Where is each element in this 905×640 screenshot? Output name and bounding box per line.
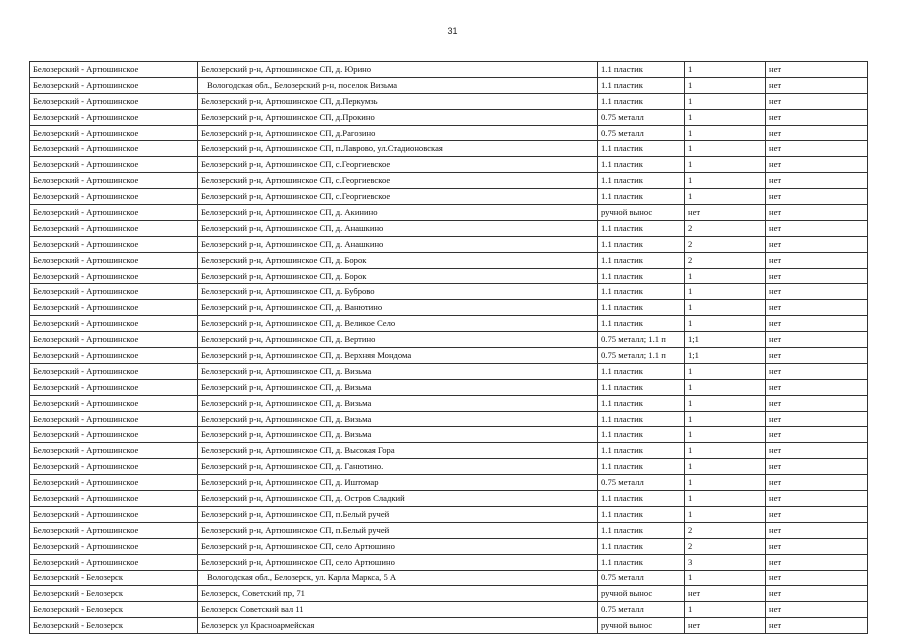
table-row	[30, 554, 868, 570]
table-row	[30, 411, 868, 427]
district-cell: Белозерский - Артюшинское	[30, 284, 198, 300]
container-count-cell: 1	[685, 93, 766, 109]
address-cell: Белозерск, Советский пр, 71	[198, 586, 598, 602]
table-body	[30, 62, 868, 634]
district-cell: Белозерский - Артюшинское	[30, 554, 198, 570]
container-type-cell: 1.1 пластик	[598, 220, 685, 236]
container-count-cell: 2	[685, 538, 766, 554]
shed-cell: нет	[766, 506, 868, 522]
table-row	[30, 348, 868, 364]
table-row	[30, 141, 868, 157]
table-row	[30, 252, 868, 268]
container-type-cell: 1.1 пластик	[598, 252, 685, 268]
table-row	[30, 236, 868, 252]
container-type-cell: 1.1 пластик	[598, 157, 685, 173]
container-count-cell: 1	[685, 395, 766, 411]
container-count-cell: 2	[685, 522, 766, 538]
district-cell: Белозерский - Белозерск	[30, 618, 198, 634]
container-count-cell: нет	[685, 618, 766, 634]
table-row	[30, 427, 868, 443]
address-cell: Белозерский р-н, Артюшинское СП, д. Высокая Гора	[198, 443, 598, 459]
shed-cell: нет	[766, 475, 868, 491]
container-count-cell: 1	[685, 459, 766, 475]
container-count-cell: 1	[685, 268, 766, 284]
shed-cell: нет	[766, 284, 868, 300]
container-type-cell: 1.1 пластик	[598, 363, 685, 379]
container-count-cell: 1	[685, 300, 766, 316]
district-cell: Белозерский - Артюшинское	[30, 141, 198, 157]
table-row	[30, 459, 868, 475]
table-row	[30, 332, 868, 348]
shed-cell: нет	[766, 443, 868, 459]
container-type-cell: 1.1 пластик	[598, 395, 685, 411]
table-row	[30, 77, 868, 93]
table-row	[30, 475, 868, 491]
address-cell: Белозерский р-н, Артюшинское СП, д. Верхняя Мондома	[198, 348, 598, 364]
container-type-cell: 1.1 пластик	[598, 491, 685, 507]
shed-cell: нет	[766, 157, 868, 173]
table-row	[30, 538, 868, 554]
container-type-cell: 1.1 пластик	[598, 427, 685, 443]
address-cell: Вологодская обл., Белозерск, ул. Карла Маркса, 5 А	[198, 570, 598, 586]
shed-cell: нет	[766, 411, 868, 427]
district-cell: Белозерский - Артюшинское	[30, 62, 198, 78]
district-cell: Белозерский - Артюшинское	[30, 157, 198, 173]
shed-cell: нет	[766, 395, 868, 411]
shed-cell: нет	[766, 491, 868, 507]
district-cell: Белозерский - Белозерск	[30, 586, 198, 602]
container-count-cell: нет	[685, 205, 766, 221]
container-type-cell: 1.1 пластик	[598, 189, 685, 205]
container-count-cell: 1	[685, 411, 766, 427]
container-count-cell: 1	[685, 427, 766, 443]
address-cell: Белозерский р-н, Артюшинское СП, д. Визьма	[198, 363, 598, 379]
container-type-cell: 1.1 пластик	[598, 554, 685, 570]
address-cell: Белозерский р-н, Артюшинское СП, село Артюшино	[198, 538, 598, 554]
table-row	[30, 618, 868, 634]
address-cell: Белозерск Советский вал 11	[198, 602, 598, 618]
address-cell: Белозерский р-н, Артюшинское СП, д. Борок	[198, 252, 598, 268]
address-cell: Белозерский р-н, Артюшинское СП, с.Георгиевское	[198, 189, 598, 205]
shed-cell: нет	[766, 363, 868, 379]
container-type-cell: 1.1 пластик	[598, 522, 685, 538]
container-type-cell: 1.1 пластик	[598, 459, 685, 475]
address-cell: Белозерский р-н, Артюшинское СП, с.Георгиевское	[198, 173, 598, 189]
table-row	[30, 205, 868, 221]
table-row	[30, 522, 868, 538]
address-cell: Белозерский р-н, Артюшинское СП, п.Белый ручей	[198, 506, 598, 522]
shed-cell: нет	[766, 189, 868, 205]
container-type-cell: 1.1 пластик	[598, 316, 685, 332]
shed-cell: нет	[766, 316, 868, 332]
shed-cell: нет	[766, 379, 868, 395]
shed-cell: нет	[766, 332, 868, 348]
container-type-cell: 0.75 металл	[598, 570, 685, 586]
shed-cell: нет	[766, 586, 868, 602]
district-cell: Белозерский - Артюшинское	[30, 506, 198, 522]
table-row	[30, 125, 868, 141]
district-cell: Белозерский - Артюшинское	[30, 205, 198, 221]
shed-cell: нет	[766, 602, 868, 618]
container-count-cell: 1	[685, 284, 766, 300]
container-count-cell: 1	[685, 379, 766, 395]
container-type-cell: 1.1 пластик	[598, 300, 685, 316]
address-cell: Белозерский р-н, Артюшинское СП, д. Ганютино.	[198, 459, 598, 475]
shed-cell: нет	[766, 62, 868, 78]
container-count-cell: 1;1	[685, 332, 766, 348]
district-cell: Белозерский - Артюшинское	[30, 348, 198, 364]
container-type-cell: 1.1 пластик	[598, 379, 685, 395]
district-cell: Белозерский - Артюшинское	[30, 300, 198, 316]
shed-cell: нет	[766, 554, 868, 570]
table-row	[30, 93, 868, 109]
shed-cell: нет	[766, 300, 868, 316]
address-cell: Белозерский р-н, Артюшинское СП, село Артюшино	[198, 554, 598, 570]
container-count-cell: 1	[685, 443, 766, 459]
shed-cell: нет	[766, 109, 868, 125]
container-type-cell: ручной вынос	[598, 586, 685, 602]
container-count-cell: 1	[685, 602, 766, 618]
address-cell: Белозерский р-н, Артюшинское СП, д. Визьма	[198, 395, 598, 411]
district-cell: Белозерский - Артюшинское	[30, 459, 198, 475]
district-cell: Белозерский - Артюшинское	[30, 268, 198, 284]
container-count-cell: 1	[685, 62, 766, 78]
container-type-cell: 1.1 пластик	[598, 284, 685, 300]
container-count-cell: 1	[685, 125, 766, 141]
address-cell: Вологодская обл., Белозерский р-н, поселок Визьма	[198, 77, 598, 93]
container-count-cell: 1	[685, 141, 766, 157]
container-type-cell: 0.75 металл; 1.1 п	[598, 332, 685, 348]
district-cell: Белозерский - Артюшинское	[30, 411, 198, 427]
shed-cell: нет	[766, 220, 868, 236]
container-type-cell: ручной вынос	[598, 205, 685, 221]
district-cell: Белозерский - Артюшинское	[30, 522, 198, 538]
container-count-cell: 1	[685, 77, 766, 93]
shed-cell: нет	[766, 538, 868, 554]
container-count-cell: 1	[685, 157, 766, 173]
address-cell: Белозерский р-н, Артюшинское СП, д. Анашкино	[198, 236, 598, 252]
address-cell: Белозерск ул Красноармейская	[198, 618, 598, 634]
container-count-cell: 1	[685, 189, 766, 205]
table-row	[30, 586, 868, 602]
district-cell: Белозерский - Артюшинское	[30, 109, 198, 125]
table-row	[30, 363, 868, 379]
address-cell: Белозерский р-н, Артюшинское СП, д. Анашкино	[198, 220, 598, 236]
container-type-cell: 0.75 металл; 1.1 п	[598, 348, 685, 364]
address-cell: Белозерский р-н, Артюшинское СП, п.Лаврово, ул.Стадионовская	[198, 141, 598, 157]
district-cell: Белозерский - Белозерск	[30, 602, 198, 618]
address-cell: Белозерский р-н, Артюшинское СП, д. Визьма	[198, 427, 598, 443]
shed-cell: нет	[766, 93, 868, 109]
containers-table	[29, 61, 868, 634]
district-cell: Белозерский - Артюшинское	[30, 316, 198, 332]
container-type-cell: 1.1 пластик	[598, 443, 685, 459]
container-count-cell: 1	[685, 491, 766, 507]
table-row	[30, 443, 868, 459]
container-type-cell: ручной вынос	[598, 618, 685, 634]
container-type-cell: 1.1 пластик	[598, 268, 685, 284]
container-type-cell: 1.1 пластик	[598, 77, 685, 93]
container-type-cell: 1.1 пластик	[598, 62, 685, 78]
container-type-cell: 0.75 металл	[598, 125, 685, 141]
table-row	[30, 173, 868, 189]
container-type-cell: 1.1 пластик	[598, 141, 685, 157]
table-row	[30, 491, 868, 507]
container-type-cell: 1.1 пластик	[598, 411, 685, 427]
district-cell: Белозерский - Артюшинское	[30, 427, 198, 443]
district-cell: Белозерский - Белозерск	[30, 570, 198, 586]
shed-cell: нет	[766, 141, 868, 157]
table-row	[30, 379, 868, 395]
shed-cell: нет	[766, 236, 868, 252]
district-cell: Белозерский - Артюшинское	[30, 363, 198, 379]
container-count-cell: 2	[685, 236, 766, 252]
container-count-cell: 2	[685, 220, 766, 236]
shed-cell: нет	[766, 268, 868, 284]
address-cell: Белозерский р-н, Артюшинское СП, д. Визьма	[198, 379, 598, 395]
address-cell: Белозерский р-н, Артюшинское СП, д. Акинино	[198, 205, 598, 221]
address-cell: Белозерский р-н, Артюшинское СП, д. Визьма	[198, 411, 598, 427]
district-cell: Белозерский - Артюшинское	[30, 220, 198, 236]
shed-cell: нет	[766, 173, 868, 189]
table-row	[30, 395, 868, 411]
shed-cell: нет	[766, 522, 868, 538]
table-row	[30, 220, 868, 236]
container-type-cell: 0.75 металл	[598, 475, 685, 491]
shed-cell: нет	[766, 459, 868, 475]
address-cell: Белозерский р-н, Артюшинское СП, п.Белый ручей	[198, 522, 598, 538]
table-row	[30, 109, 868, 125]
container-count-cell: 1;1	[685, 348, 766, 364]
table-row	[30, 62, 868, 78]
table-row	[30, 602, 868, 618]
container-type-cell: 1.1 пластик	[598, 538, 685, 554]
address-cell: Белозерский р-н, Артюшинское СП, д. Ванютино	[198, 300, 598, 316]
district-cell: Белозерский - Артюшинское	[30, 77, 198, 93]
container-count-cell: 1	[685, 475, 766, 491]
shed-cell: нет	[766, 252, 868, 268]
district-cell: Белозерский - Артюшинское	[30, 475, 198, 491]
address-cell: Белозерский р-н, Артюшинское СП, д. Вертино	[198, 332, 598, 348]
table-row	[30, 268, 868, 284]
container-type-cell: 1.1 пластик	[598, 506, 685, 522]
district-cell: Белозерский - Артюшинское	[30, 173, 198, 189]
shed-cell: нет	[766, 77, 868, 93]
container-type-cell: 1.1 пластик	[598, 93, 685, 109]
table-row	[30, 157, 868, 173]
container-count-cell: 1	[685, 173, 766, 189]
district-cell: Белозерский - Артюшинское	[30, 189, 198, 205]
container-type-cell: 0.75 металл	[598, 109, 685, 125]
address-cell: Белозерский р-н, Артюшинское СП, д.Прокино	[198, 109, 598, 125]
container-count-cell: 1	[685, 109, 766, 125]
container-type-cell: 1.1 пластик	[598, 173, 685, 189]
address-cell: Белозерский р-н, Артюшинское СП, д. Иштомар	[198, 475, 598, 491]
address-cell: Белозерский р-н, Артюшинское СП, д.Перкумзь	[198, 93, 598, 109]
shed-cell: нет	[766, 570, 868, 586]
district-cell: Белозерский - Артюшинское	[30, 379, 198, 395]
shed-cell: нет	[766, 205, 868, 221]
container-type-cell: 1.1 пластик	[598, 236, 685, 252]
district-cell: Белозерский - Артюшинское	[30, 395, 198, 411]
district-cell: Белозерский - Артюшинское	[30, 125, 198, 141]
container-count-cell: нет	[685, 586, 766, 602]
address-cell: Белозерский р-н, Артюшинское СП, д. Буброво	[198, 284, 598, 300]
address-cell: Белозерский р-н, Артюшинское СП, с.Георгиевское	[198, 157, 598, 173]
table-row	[30, 284, 868, 300]
district-cell: Белозерский - Артюшинское	[30, 443, 198, 459]
address-cell: Белозерский р-н, Артюшинское СП, д. Борок	[198, 268, 598, 284]
container-count-cell: 1	[685, 316, 766, 332]
district-cell: Белозерский - Артюшинское	[30, 236, 198, 252]
table-row	[30, 506, 868, 522]
district-cell: Белозерский - Артюшинское	[30, 332, 198, 348]
container-count-cell: 3	[685, 554, 766, 570]
shed-cell: нет	[766, 348, 868, 364]
address-cell: Белозерский р-н, Артюшинское СП, д. Юрино	[198, 62, 598, 78]
container-count-cell: 1	[685, 506, 766, 522]
container-type-cell: 0.75 металл	[598, 602, 685, 618]
district-cell: Белозерский - Артюшинское	[30, 491, 198, 507]
address-cell: Белозерский р-н, Артюшинское СП, д.Рагозино	[198, 125, 598, 141]
district-cell: Белозерский - Артюшинское	[30, 538, 198, 554]
page-number: 31	[447, 26, 458, 36]
table-row	[30, 570, 868, 586]
table-row	[30, 300, 868, 316]
district-cell: Белозерский - Артюшинское	[30, 93, 198, 109]
shed-cell: нет	[766, 618, 868, 634]
shed-cell: нет	[766, 427, 868, 443]
address-cell: Белозерский р-н, Артюшинское СП, д. Великое Село	[198, 316, 598, 332]
shed-cell: нет	[766, 125, 868, 141]
container-count-cell: 2	[685, 252, 766, 268]
district-cell: Белозерский - Артюшинское	[30, 252, 198, 268]
table-row	[30, 189, 868, 205]
address-cell: Белозерский р-н, Артюшинское СП, д. Остров Сладкий	[198, 491, 598, 507]
table-row	[30, 316, 868, 332]
container-count-cell: 1	[685, 570, 766, 586]
container-count-cell: 1	[685, 363, 766, 379]
